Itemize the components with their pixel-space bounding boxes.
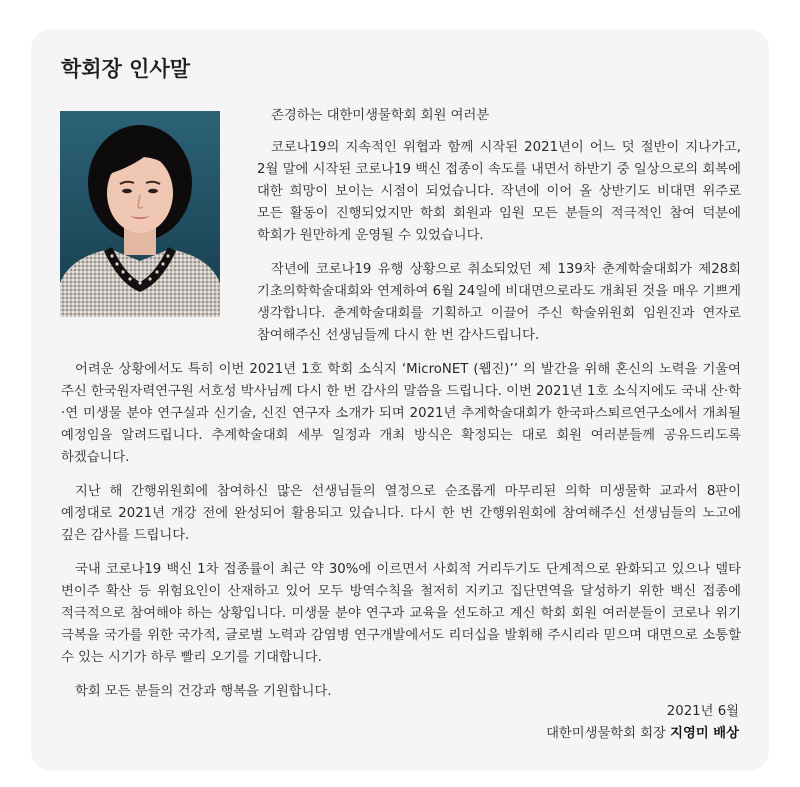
paragraph-2: 작년에 코로나19 유행 상황으로 취소되었던 제 139차 춘계학술대회가 제28회 기초의학학술대회와 연계하여 6월 24일에 비대면으로라도 개최된 것을 매우 기쁘게 생각합니다. 춘계학술대회를 기획하고 이끌어 주신 학술위원회 임원진과 연자로 참여해주신 선생님들께 다시 한 번 감사드립니다. (257, 262, 741, 343)
paragraph-4: 지난 해 간행위원회에 참여하신 많은 선생님들의 열정으로 순조롭게 마무리된 의학 미생물학 교과서 8판이 예정대로 2021년 개강 전에 완성되어 활용되고 있습니다. 다시 한 번 간행위원회에 참여해주신 선생님들의 노고에 깊은 감사를 드립니다. (61, 484, 741, 543)
page-title: 학회장 인사말 (61, 57, 191, 81)
signature-line (546, 723, 739, 745)
paragraph-6: 학회 모든 분들의 건강과 행복을 기원합니다. (75, 684, 332, 699)
greeting-card (31, 29, 769, 771)
paragraph-1: 코로나19의 지속적인 위협과 함께 시작된 2021년이 어느 덧 절반이 지나가고, 2월 말에 시작된 코로나19 백신 접종이 속도를 내면서 하반기 중 일상으로의 회복에 대한 희망이 보이는 시점이 되었습니다. 작년에 이어 올 상반기도 비대면 위주로 모든 활동이 진행되었지만 학회 회원과 임원 모든 분들의 적극적인 참여 덕분에 학회가 원만하게 운영될 수 있었습니다. (257, 140, 741, 243)
letter-body (61, 105, 741, 715)
paragraph-3: 어려운 상황에서도 특히 이번 2021년 1호 학회 소식지 ‘MicroNET (웹진)’’ 의 발간을 위해 혼신의 노력을 기울여 주신 한국원자력연구원 서호성 박사님께 다시 한 번 감사의 말씀을 드립니다. 이번 2021년 1호 소식지에도 국내 산·학·연 미생물 분야 연구실과 신기술, 신진 연구자 소개가 되며 2021년 추계학술대회가 한국파스퇴르연구소에서 개최될 예정임을 알려드립니다. 추계학술대회 세부 일정과 개최 방식은 확정되는 대로 회원 여러분들께 공유드리도록 하겠습니다. (61, 362, 741, 465)
signature-affiliation: 대한미생물학회 회장 (546, 726, 666, 741)
signature-name: 지영미 배상 (670, 726, 739, 741)
signature-date: 2021년 6월 (666, 704, 739, 719)
greeting-line: 존경하는 대한미생물학회 회원 여러분 (271, 108, 490, 123)
paragraph-5: 국내 코로나19 백신 1차 접종률이 최근 약 30%에 이르면서 사회적 거리두기도 단계적으로 완화되고 있으나 델타 변이주 확산 등 위험요인이 산재하고 있어 모두 방역수칙을 철저히 지키고 집단면역을 달성하기 위한 백신 접종에 적극적으로 참여해야 하는 상황입니다. 미생물 분야 연구과 교육을 선도하고 계신 학회 회원 여러분들이 코로나 위기 극복을 국가를 위한 국가적, 글로벌 노력과 감염병 연구개발에서도 리더십을 발휘해 주시리라 믿으며 대면으로 소통할 수 있는 시기가 하루 빨리 오기를 기대합니다. (61, 562, 741, 665)
portrait-spacer (61, 105, 221, 345)
signature-block (546, 701, 739, 745)
